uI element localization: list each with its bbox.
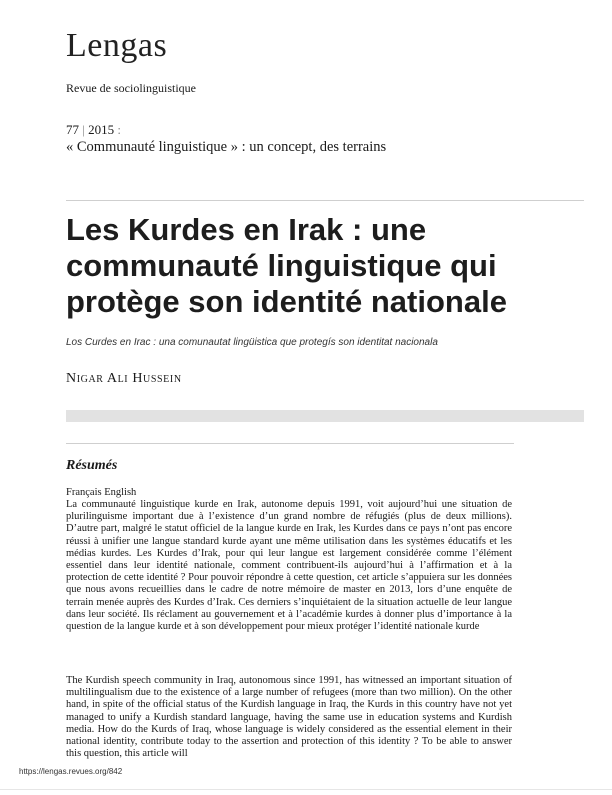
journal-title[interactable]: Lengas bbox=[66, 27, 168, 64]
issue-theme[interactable]: « Communauté linguistique » : un concept, des terrains bbox=[66, 139, 387, 155]
abstract-language-links bbox=[66, 487, 136, 499]
divider bbox=[66, 200, 584, 201]
grey-bar bbox=[66, 410, 584, 422]
divider bbox=[66, 443, 514, 444]
abstract-french: La communauté linguistique kurde en Irak, autonome depuis 1991, voit aujourd’hui une situation de plurilinguisme important due à l’existence d’un grand nombre de réfugiés (plus de deux millions). D’autre part, malgré le statut officiel de la langue kurde en Irak, les Kurdes dans ce pays n’ont pas encore réussi à unifier une langue standard kurde ayant une même utilisation dans les systèmes éducatifs et les médias kurdes. Les Kurdes d’Irak, pour qui leur langue est largement considérée comme l’élément essentiel dans leur identité nationale, comment contribuent-ils aujourd’hui à l’affirmation et à la protection de cette identité ? Pour pouvoir répondre à cette question, cet article s’appuiera sur les données que nous avons recueillies dans le cadre de notre mémoire de master en 2013, lors d’une enquête de terrain menée auprès des Kurdes d’Irak. Ces derniers s’inquiétaient de la situation actuelle de leur langue dans leur société. Ils réclament au gouvernement et à l’académie kurdes à donner plus d’importance à la question de la langue kurde et à son développement pour mieux protéger l’identité nationale kurde bbox=[66, 499, 512, 633]
article-alt-title: Los Curdes en Irac : una comunautat lingüistica que protegís son identitat nacionala bbox=[66, 337, 438, 348]
issue-year[interactable]: 2015 bbox=[88, 122, 115, 137]
divider bbox=[0, 789, 612, 790]
abstracts-heading: Résumés bbox=[66, 458, 118, 473]
footer-url[interactable]: https://lengas.revues.org/842 bbox=[19, 767, 123, 776]
journal-subtitle: Revue de sociolinguistique bbox=[66, 81, 196, 95]
issue-number[interactable]: 77 bbox=[66, 122, 79, 137]
abstract-english: The Kurdish speech community in Iraq, autonomous since 1991, has witnessed an important situation of multilingualism due to the existence of a large number of refugees (more than two million). On the other hand, in spite of the official status of the Kurdish language in Iraq, the Kurds in this country have not yet managed to unify a Kurdish standard language, having the same use in education systems and Kurdish media. How do the Kurds of Iraq, whose language is widely considered as the essential element in their national identity, contribute today to the assertion and protection of this identity ? To be able to answer this question, this article will bbox=[66, 675, 512, 760]
issue-separator: | bbox=[82, 122, 85, 137]
article-title: Les Kurdes en Irak : une communauté linguistique qui protège son identité nationale bbox=[66, 212, 507, 319]
lang-link-french[interactable]: Français bbox=[66, 487, 102, 498]
issue-colon: : bbox=[114, 122, 121, 137]
issue-line[interactable] bbox=[66, 122, 121, 138]
author-name[interactable]: Nigar Ali Hussein bbox=[66, 371, 182, 386]
lang-link-english[interactable]: English bbox=[104, 487, 137, 498]
